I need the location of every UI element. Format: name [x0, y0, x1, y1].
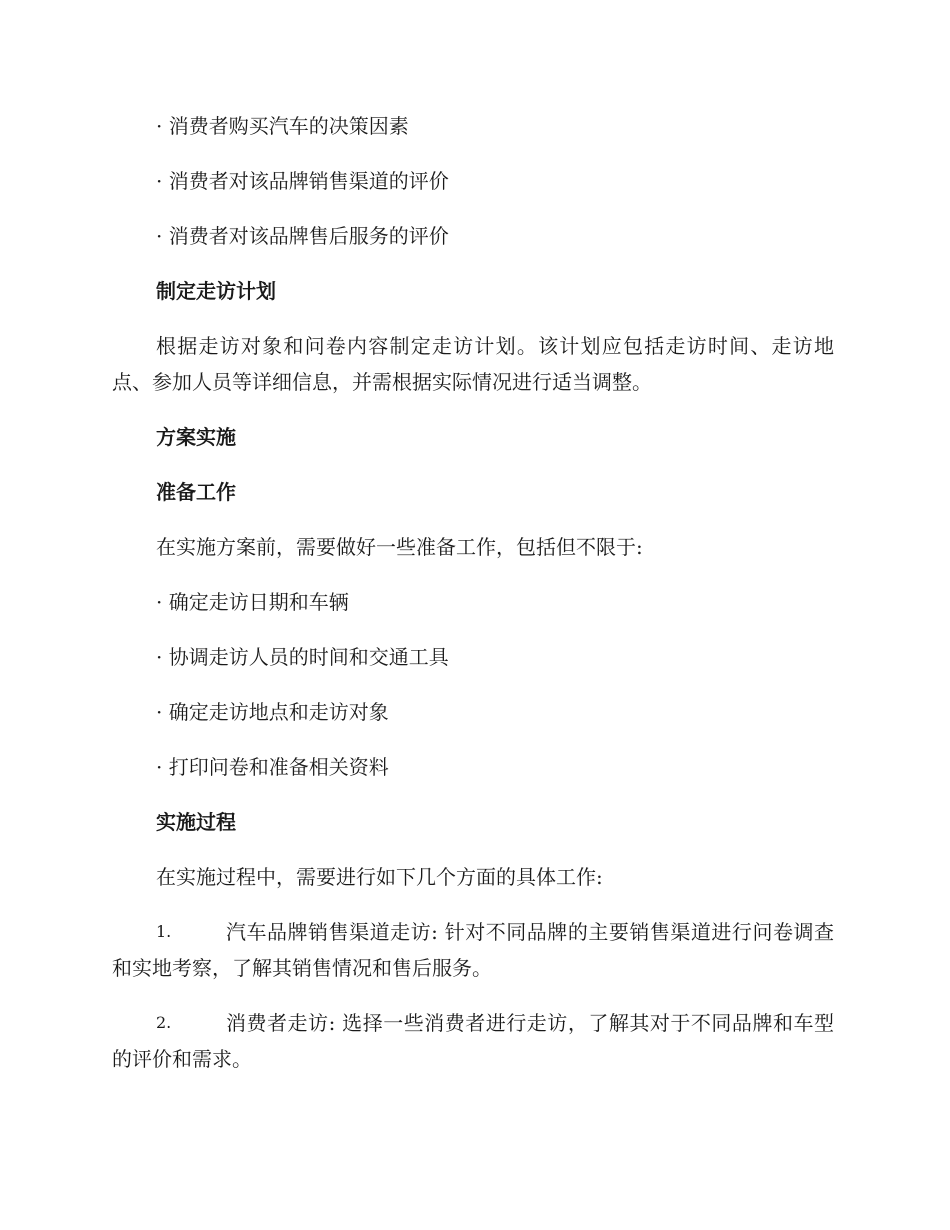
bullet-item: · 消费者对该品牌销售渠道的评价: [156, 169, 449, 193]
bullet-item: · 确定走访日期和车辆: [156, 590, 349, 614]
bullet-item: · 确定走访地点和走访对象: [156, 700, 389, 724]
bullet-item: · 消费者对该品牌售后服务的评价: [156, 224, 449, 248]
numbered-item: [112, 1005, 834, 1077]
list-number: 2.: [156, 1013, 172, 1032]
list-number: 1.: [156, 922, 172, 941]
paragraph: 在实施方案前，需要做好一些准备工作，包括但不限于:: [156, 535, 643, 559]
numbered-item-text: 消费者走访: 选择一些消费者进行走访，了解其对于不同品牌和车型的评价和需求。: [112, 1011, 834, 1071]
section-heading: 制定走访计划: [156, 279, 276, 303]
bullet-item: · 打印问卷和准备相关资料: [156, 755, 389, 779]
document-body: [112, 108, 834, 1096]
section-heading: 准备工作: [156, 480, 236, 504]
bullet-item: · 消费者购买汽车的决策因素: [156, 114, 409, 138]
numbered-item: [112, 914, 834, 986]
section-heading: 方案实施: [156, 425, 236, 449]
section-heading: 实施过程: [156, 810, 236, 834]
paragraph: 根据走访对象和问卷内容制定走访计划。该计划应包括走访时间、走访地点、参加人员等详细信息，并需根据实际情况进行适当调整。: [112, 334, 834, 394]
bullet-item: · 协调走访人员的时间和交通工具: [156, 645, 449, 669]
paragraph: 在实施过程中，需要进行如下几个方面的具体工作:: [156, 865, 603, 889]
numbered-item-text: 汽车品牌销售渠道走访: 针对不同品牌的主要销售渠道进行问卷调查和实地考察，了解其销售情况和售后服务。: [112, 920, 834, 980]
